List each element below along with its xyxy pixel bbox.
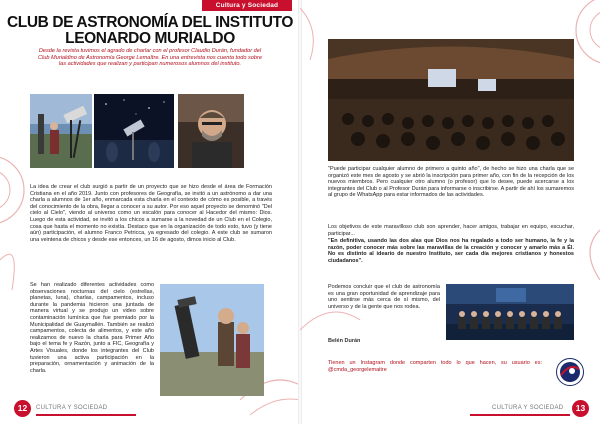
section-tag: Cultura y Sociedad — [202, 0, 292, 11]
instagram-note-text: Tienen un Instagram donde comparten todo lo que hacen, su usuario es: @cmda_georgelemaitre — [328, 360, 542, 373]
right-page — [300, 0, 600, 424]
page-number-right: 13 — [572, 400, 589, 417]
club-logo — [556, 358, 584, 386]
right-paragraph-2-text: Los objetivos de este maravilloso club son aprender, hacer amigos, trabajar en equipo, escuchar, participar... — [328, 224, 574, 237]
left-paragraph-2-text: Se han realizado diferentes actividades como observaciones nocturnas del cielo (estrellas, planetas, luna), charlas, campamentos, incluso durante la pandemia hicieron una juntada de manera virtual y se produjo un video sobre contaminación lumínica que fue premiado por la Municipalidad de Guaymallén. También se realizó campamentos, colecta de alimentos, y este año realizamos de nuevo la charla para Primer Año bajo el tema fe y Razón, junto a FIC, Geografía y Artes Visuales, donde los integrantes del Club tuvieron una activa participación en la preparación, ornamentación y animación de la charla. — [30, 282, 154, 374]
article-title-line2: LEONARDO MURIALDO — [65, 30, 235, 47]
article-title-line1: CLUB DE ASTRONOMÍA DEL INSTITUTO — [6, 14, 293, 31]
photo-students-telescope — [160, 284, 264, 396]
instagram-note — [328, 360, 542, 373]
photo-professor-portrait — [178, 94, 244, 168]
right-paragraph-2 — [328, 224, 574, 237]
right-paragraph-1-text: "Puede participar cualquier alumno de primero a quinto año", de hecho se hizo una charla que se organizó este mes de agosto y se abrió la inscripción para primer año, con fin de la recepción de los nuevos miembros. Pero cualquier otro alumno (o profesor) que lo desee, puede acercarse a los integrantes del Club o al Profesor Durán para informarse o inscribirse. A partir de ahí los sumaremos al grupo de WhatsApp para estar informados de las actividades. — [328, 166, 574, 199]
footer-label-left: CULTURA Y SOCIEDAD — [36, 405, 108, 411]
page-number-left: 12 — [14, 400, 31, 417]
right-conclusion — [328, 284, 440, 310]
right-quote — [328, 238, 574, 264]
article-intro: Desde la revista tuvimos el agrado de charlar con el profesor Claudio Durán, fundador del Club Murialdino de Astronomía George Lemaître. En una entrevista nos cuenta todo sobre las actividades que realizan y participan numerosos alumnos del instituto. — [38, 48, 262, 68]
left-paragraph-1 — [30, 184, 272, 243]
footer-bar-right — [470, 414, 570, 416]
right-conclusion-text: Podemos concluir que el club de astronomía es una gran oportunidad de aprendizaje para uno sentirse más cerca de sí mismo, del universo y de la gente que nos rodea. — [328, 284, 440, 310]
left-paragraph-1-text: La idea de crear el club surgió a partir de un proyecto que se hizo desde el área de Formación Cristiana en el año 2019. Junto con profesores de Geografía, se invitó a un astrónomo a dar una charla a alumnos de 1er año, enmarcada esta charla en el contexto de cómo es posible, a través del conocimiento de la obra, llegar a conocer a su autor. Por eso aquel proyecto se denominó "Del cielo al Cielo", viendo al universo como un escalón para conocer al Hacedor del mismo: Dios. Luego de esta actividad, se invitó a los chicos a sumarse a la novedad de un Club en el Colegio, cosa que hasta el momento no existía. Destaco que en la organización de todo esto, tuvo (y tiene aún) participación, el alumno Franco Petricca, ya egresado del colegio. A este club se sumaron una veintena de chicos y desde ese entonces, un 16 de agosto, dimos inicio al Club. — [30, 184, 272, 243]
photo-night-sky-group — [94, 94, 174, 168]
right-paragraph-1 — [328, 166, 574, 199]
footer-bar-left — [36, 414, 136, 416]
article-signature: Belén Durán — [328, 338, 361, 344]
photo-telescope-observation — [30, 94, 92, 168]
left-paragraph-2 — [30, 282, 154, 374]
photo-auditorium-talk — [328, 39, 574, 161]
right-quote-text: "En definitiva, usando las dos alas que Dios nos ha regalado a todo ser humano, la fe y la razón, poder conocer más sobre las maravillas de la creación y conocer y amarlo más a Él. No es distinto al ideario de nuestro Instituto, ser cada día mejores cristianos y honestos ciudadanos". — [328, 238, 574, 264]
footer-label-right: CULTURA Y SOCIEDAD — [492, 405, 564, 411]
photo-club-group — [446, 284, 574, 340]
